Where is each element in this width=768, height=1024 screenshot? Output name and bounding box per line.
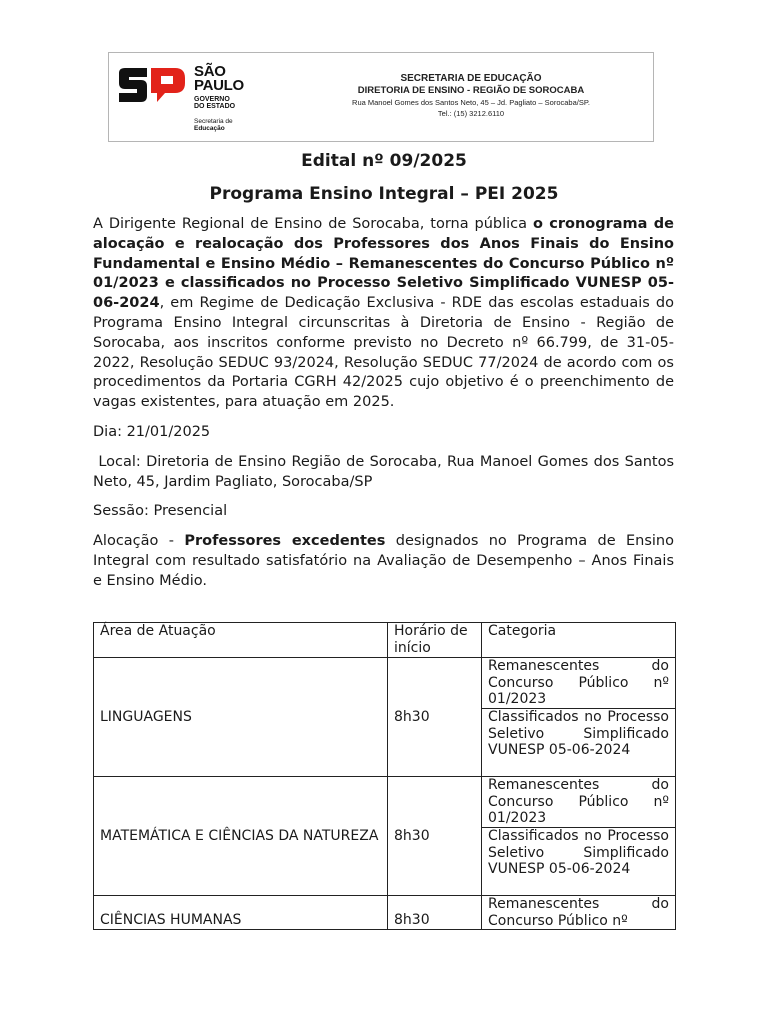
location-line: Local: Diretoria de Ensino Região de Sorocaba, Rua Manoel Gomes dos Santos Neto, 45, Jardim Pagliato, Sorocaba/SP xyxy=(93,453,679,490)
letterhead xyxy=(108,52,654,142)
area-cell: LINGUAGENS xyxy=(94,658,388,777)
category-cell: Remanescentes do Concurso Público nº xyxy=(482,896,676,930)
header-time: Horário de início xyxy=(388,623,482,658)
allocation-paragraph: Alocação - Professores excedentes designados no Programa de Ensino Integral com resultado satisfatório na Avaliação de Desempenho – Anos Finais e Ensino Médio. xyxy=(93,533,674,589)
date-line: Dia: 21/01/2025 xyxy=(93,423,211,440)
header-category: Categoria xyxy=(482,623,676,658)
category-cell: Remanescentes do Concurso Público nº 01/2023 xyxy=(482,777,676,828)
letterhead-text xyxy=(321,73,621,119)
category-cell: Remanescentes do Concurso Público nº 01/2023 xyxy=(482,658,676,709)
table-header-row xyxy=(94,623,676,658)
table-row xyxy=(94,777,676,828)
logo-subtitle: GOVERNO DO ESTADO xyxy=(194,96,236,110)
time-cell: 8h30 xyxy=(388,896,482,930)
org-name: SECRETARIA DE EDUCAÇÃO xyxy=(400,73,542,84)
logo-title: SÃO PAULO xyxy=(194,63,244,94)
category-cell: Classificados no Processo Seletivo Simplificado VUNESP 05-06-2024 xyxy=(482,709,676,777)
header-area: Área de Atuação xyxy=(94,623,388,658)
document-body xyxy=(93,215,679,592)
document-title: Edital nº 09/2025 xyxy=(301,151,467,171)
category-cell: Classificados no Processo Seletivo Simplificado VUNESP 05-06-2024 xyxy=(482,828,676,896)
document-subtitle: Programa Ensino Integral – PEI 2025 xyxy=(209,184,559,204)
org-address: Rua Manoel Gomes dos Santos Neto, 45 – Jd. Pagliato – Sorocaba/SP. xyxy=(352,98,590,107)
allocation-table xyxy=(93,622,676,930)
time-cell: 8h30 xyxy=(388,777,482,896)
sp-logo-mark-icon xyxy=(117,67,187,103)
area-cell: CIÊNCIAS HUMANAS xyxy=(94,896,388,930)
org-department: DIRETORIA DE ENSINO - REGIÃO DE SOROCABA xyxy=(357,85,585,96)
table-row xyxy=(94,658,676,709)
table-row xyxy=(94,896,676,930)
area-cell: MATEMÁTICA E CIÊNCIAS DA NATUREZA xyxy=(94,777,388,896)
logo-secretaria: Secretaria de Educação xyxy=(194,118,233,132)
session-line: Sessão: Presencial xyxy=(93,503,228,520)
intro-paragraph: A Dirigente Regional de Ensino de Sorocaba, torna pública o cronograma de alocação e realocação dos Professores dos Anos Finais do Ensino Fundamental e Ensino Médio – Remanescentes do Concurso Público nº 01/2023 e classificados no Processo Seletivo Simplificado VUNESP 05-06-2024, em Regime de Dedicação Exclusiva - RDE das escolas estaduais do Programa Ensino Integral circunscritas à Diretoria de Ensino - Região de Sorocaba, aos inscritos conforme previsto no Decreto nº 66.799, de 31-05-2022, Resolução SEDUC 93/2024, Resolução SEDUC 77/2024 de acordo com os procedimentos da Portaria CGRH 42/2025 cujo objetivo é o preenchimento de vagas existentes, para atuação em 2025. xyxy=(93,216,674,411)
time-cell: 8h30 xyxy=(388,658,482,777)
org-phone: Tel.: (15) 3212.6110 xyxy=(437,109,505,118)
sao-paulo-logo xyxy=(117,63,287,137)
